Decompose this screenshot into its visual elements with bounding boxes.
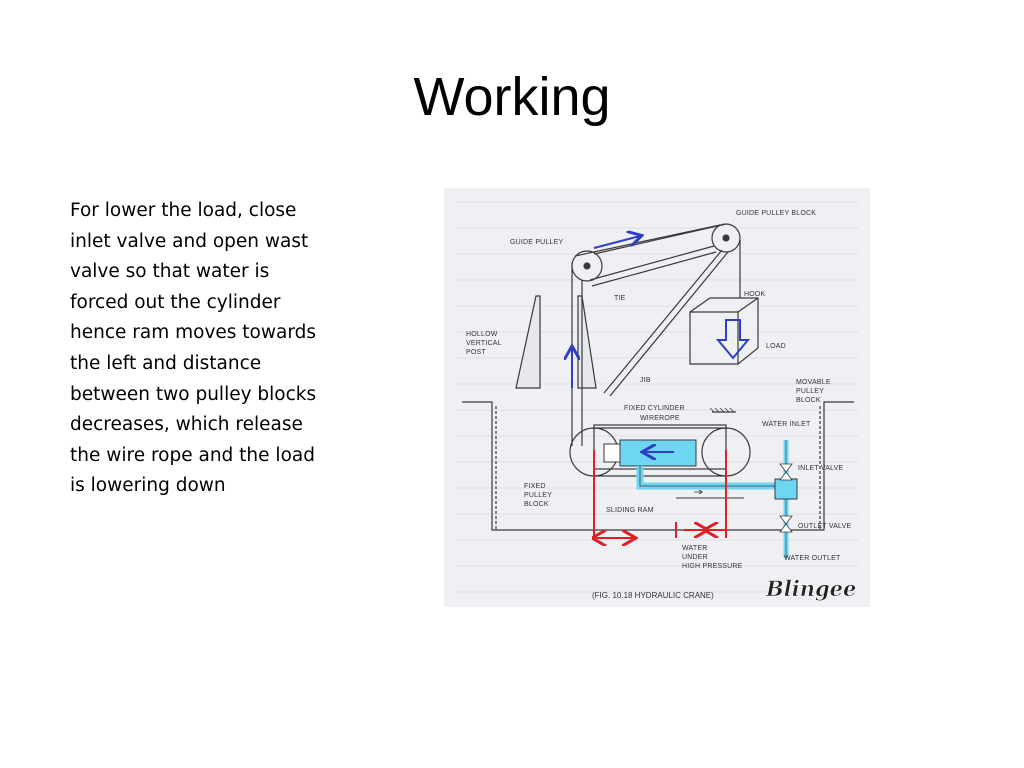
label-water-outlet: WATER OUTLET	[784, 555, 841, 562]
label-outlet-valve: OUTLET VALVE	[798, 523, 852, 530]
label-hollow-line1: HOLLOW	[466, 331, 498, 338]
figure-caption: (FIG. 10.18 HYDRAULIC CRANE)	[592, 591, 714, 600]
hydraulic-crane-figure	[444, 188, 870, 607]
body-line: For lower the load, close	[70, 200, 297, 221]
load-box	[690, 298, 758, 364]
body-line: valve so that water is	[70, 261, 270, 283]
label-water-line3: HIGH PRESSURE	[682, 563, 743, 570]
label-sliding-ram: SLIDING RAM	[606, 507, 654, 514]
label-wirerope: WIREROPE	[640, 415, 680, 422]
blingee-watermark: Blingee	[766, 576, 857, 601]
body-line: is lowering down	[70, 475, 226, 497]
body-line: forced out the cylinder	[70, 291, 281, 313]
valve-block	[775, 479, 797, 499]
label-tie: TIE	[614, 295, 626, 302]
body-text	[70, 196, 355, 502]
label-jib: JIB	[640, 377, 651, 384]
label-hook: HOOK	[744, 291, 766, 298]
label-fixed-line1: FIXED	[524, 483, 546, 490]
label-movable-line2: PULLEY	[796, 388, 825, 395]
body-line: the left and distance	[70, 352, 262, 374]
body-line: decreases, which release	[70, 414, 303, 436]
label-guide-pulley: GUIDE PULLEY	[510, 239, 564, 246]
label-water-line1: WATER	[682, 545, 708, 552]
label-guide-pulley-block: GUIDE PULLEY BLOCK	[736, 210, 817, 217]
label-fixed-line2: PULLEY	[524, 492, 553, 499]
body-line: between two pulley blocks	[70, 383, 317, 405]
label-movable-line1: MOVABLE	[796, 379, 831, 386]
label-hollow-line2: VERTICAL	[466, 340, 502, 347]
label-water-inlet: WATER INLET	[762, 421, 811, 428]
label-fixed-line3: BLOCK	[524, 501, 549, 508]
body-line: the wire rope and the load	[70, 444, 315, 466]
body-line: inlet valve and open wast	[70, 230, 309, 252]
label-movable-line3: BLOCK	[796, 397, 821, 404]
slide-title: Working	[413, 67, 611, 127]
label-hollow-line3: POST	[466, 349, 486, 356]
sliding-ram-head	[604, 444, 620, 462]
label-inlet-valve: INLET VALVE	[798, 465, 844, 472]
label-water-line2: UNDER	[682, 554, 708, 561]
hydraulic-crane-diagram	[444, 188, 870, 607]
label-fixed-cylinder: FIXED CYLINDER	[624, 405, 685, 412]
label-load: LOAD	[766, 343, 786, 350]
body-line: hence ram moves towards	[70, 322, 317, 344]
